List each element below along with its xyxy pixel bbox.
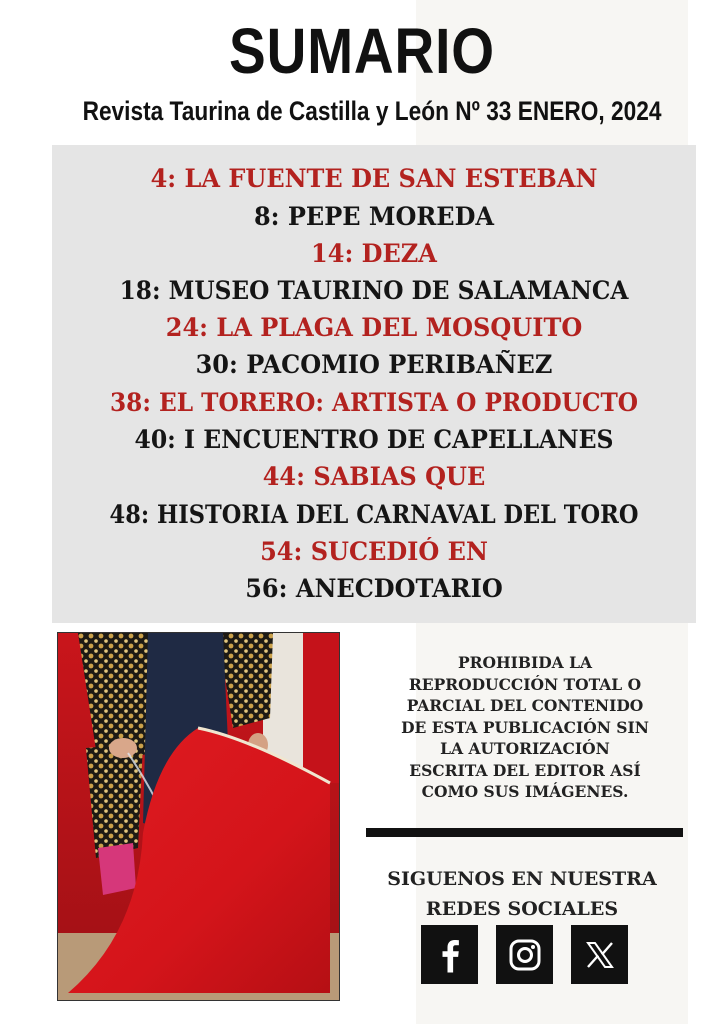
toc-item[interactable]: 8: PEPE MOREDA	[253, 202, 495, 231]
hand-left	[109, 738, 137, 758]
notice-line: REPRODUCCIÓN TOTAL O	[408, 674, 642, 694]
follow-line: REDES SOCIALES	[425, 898, 619, 920]
toc-item[interactable]: 54: SUCEDIÓ EN	[260, 537, 488, 566]
follow-line: SIGUENOS EN NUESTRA	[387, 868, 657, 890]
notice-line: DE ESTA PUBLICACIÓN SIN	[401, 717, 649, 737]
trousers-left	[86, 743, 143, 858]
notice-line: PARCIAL DEL CONTENIDO	[406, 696, 644, 715]
section-divider	[366, 828, 683, 837]
page-title: SUMARIO	[229, 15, 495, 87]
toc-item[interactable]: 18: MUSEO TAURINO DE SALAMANCA	[119, 276, 629, 305]
toc-item[interactable]: 38: EL TORERO: ARTISTA O PRODUCTO	[109, 388, 639, 417]
bullfighter-photo	[57, 632, 340, 1001]
toc-item[interactable]: 40: I ENCUENTRO DE CAPELLANES	[134, 425, 614, 454]
notice-line: COMO SUS IMÁGENES.	[421, 782, 629, 801]
copyright-notice	[380, 652, 670, 803]
facebook-icon	[435, 937, 465, 973]
follow-us-heading	[362, 864, 682, 924]
toc-item[interactable]: 56: ANECDOTARIO	[245, 574, 503, 603]
toc-item[interactable]: 14: DEZA	[311, 239, 437, 268]
toc-item[interactable]: 24: LA PLAGA DEL MOSQUITO	[165, 313, 583, 342]
facebook-button[interactable]	[421, 925, 478, 984]
instagram-button[interactable]	[496, 925, 553, 984]
notice-line: PROHIBIDA LA	[457, 653, 593, 672]
magazine-subtitle: Revista Taurina de Castilla y León Nº 33 ENERO, 2024	[82, 96, 662, 126]
notice-line: ESCRITA DEL EDITOR ASÍ	[409, 760, 641, 780]
toc-item[interactable]: 48: HISTORIA DEL CARNAVAL DEL TORO	[109, 500, 639, 529]
toc-item[interactable]: 30: PACOMIO PERIBAÑEZ	[195, 350, 553, 379]
toc-item[interactable]: 4: LA FUENTE DE SAN ESTEBAN	[150, 164, 598, 193]
table-of-contents	[52, 145, 696, 623]
notice-line: LA AUTORIZACIÓN	[440, 739, 610, 758]
pink-stocking	[98, 843, 136, 895]
instagram-icon	[508, 938, 542, 972]
x-button[interactable]	[571, 925, 628, 984]
toc-item[interactable]: 44: SABIAS QUE	[262, 462, 486, 491]
x-icon	[585, 940, 615, 970]
